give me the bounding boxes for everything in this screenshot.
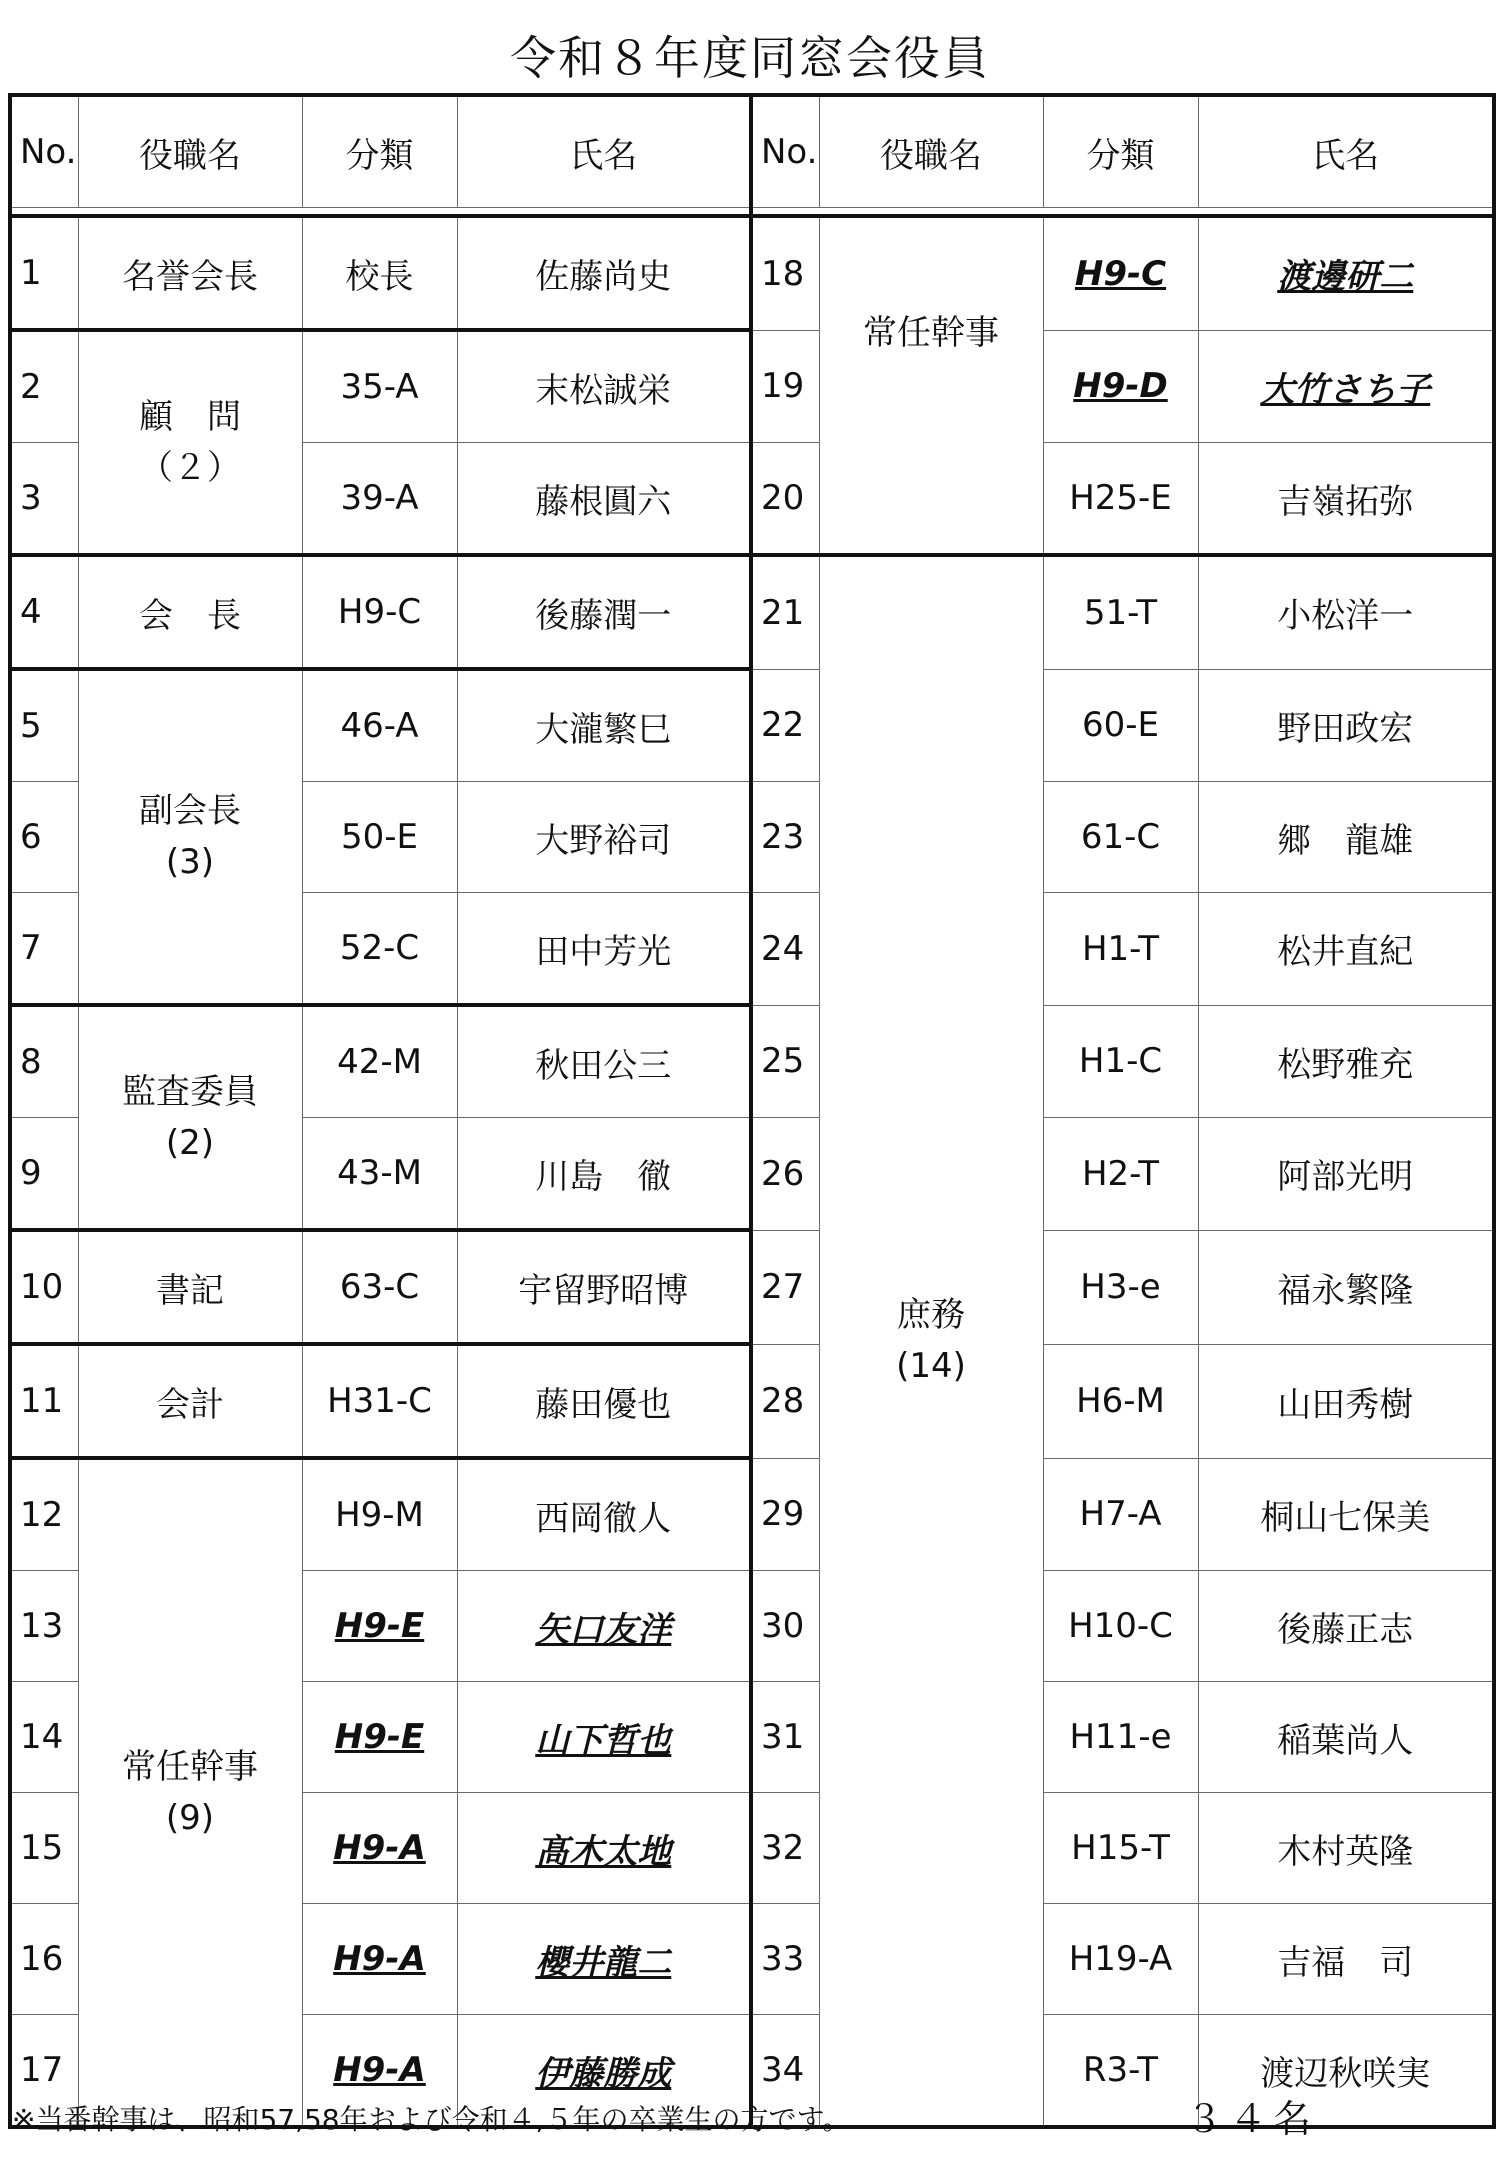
table-row [10, 1230, 1494, 1344]
row-no: 10 [10, 1230, 78, 1344]
name-cell: 渡辺秋咲実 [1198, 2015, 1494, 2128]
table-row [10, 1005, 1494, 1118]
row-no: 15 [10, 1793, 78, 1904]
name-cell: 小松洋一 [1198, 555, 1494, 669]
class-cell: H7-A [1043, 1458, 1198, 1571]
class-cell: H31-C [302, 1344, 457, 1458]
role-cell: 常任幹事 [819, 216, 1043, 555]
class-cell: H9-C [1043, 216, 1198, 330]
name-cell: 木村英隆 [1198, 1793, 1494, 1904]
row-no: 3 [10, 443, 78, 556]
row-no: 23 [751, 782, 819, 893]
header-class: 分類 [1043, 95, 1198, 208]
role-cell: 監査委員 (2) [78, 1005, 302, 1230]
header-class: 分類 [302, 95, 457, 208]
name-cell: 桐山七保美 [1198, 1458, 1494, 1571]
role-cell: 会計 [78, 1344, 302, 1458]
class-cell: H9-E [302, 1682, 457, 1793]
name-cell: 山田秀樹 [1198, 1344, 1494, 1458]
name-cell: 宇留野昭博 [457, 1230, 751, 1344]
class-cell: 42-M [302, 1005, 457, 1118]
class-cell: H1-T [1043, 893, 1198, 1006]
role-cell: 副会長 (3) [78, 669, 302, 1005]
row-no: 20 [751, 443, 819, 556]
name-cell: 松野雅充 [1198, 1005, 1494, 1118]
class-cell: H1-C [1043, 1005, 1198, 1118]
class-cell: 52-C [302, 893, 457, 1006]
class-cell: H9-A [302, 2015, 457, 2128]
name-cell: 稲葉尚人 [1198, 1682, 1494, 1793]
name-cell: 後藤潤一 [457, 555, 751, 669]
name-cell: 佐藤尚史 [457, 216, 751, 330]
name-cell: 藤根圓六 [457, 443, 751, 556]
row-no: 29 [751, 1458, 819, 1571]
header-role: 役職名 [78, 95, 302, 208]
class-cell: 35-A [302, 330, 457, 443]
name-cell: 吉福 司 [1198, 1904, 1494, 2015]
class-cell: H9-E [302, 1571, 457, 1682]
row-no: 18 [751, 216, 819, 330]
table-row [10, 1344, 1494, 1458]
row-no: 19 [751, 330, 819, 443]
name-cell: 髙木太地 [457, 1793, 751, 1904]
name-cell: 秋田公三 [457, 1005, 751, 1118]
role-cell: 常任幹事 (9) [78, 1458, 302, 2127]
name-cell: 大瀧繁巳 [457, 669, 751, 782]
name-cell: 吉嶺拓弥 [1198, 443, 1494, 556]
class-cell: 63-C [302, 1230, 457, 1344]
class-cell: H9-A [302, 1904, 457, 2015]
header-no: No. [10, 95, 78, 208]
name-cell: 松井直紀 [1198, 893, 1494, 1006]
name-cell: 川島 徹 [457, 1118, 751, 1231]
role-cell: 庶務 (14) [819, 555, 1043, 2127]
name-cell: 渡邊研二 [1198, 216, 1494, 330]
row-no: 13 [10, 1571, 78, 1682]
row-no: 12 [10, 1458, 78, 1571]
officer-table [8, 93, 1496, 2129]
class-cell: H9-D [1043, 330, 1198, 443]
row-no: 5 [10, 669, 78, 782]
row-no: 9 [10, 1118, 78, 1231]
row-no: 7 [10, 893, 78, 1006]
footnote: ※当番幹事は、昭和57,58年および令和４,５年の卒業生の方です。 [12, 2103, 851, 2136]
row-no: 17 [10, 2015, 78, 2128]
class-cell: H9-A [302, 1793, 457, 1904]
table-row [10, 216, 1494, 330]
row-no: 8 [10, 1005, 78, 1118]
row-no: 28 [751, 1344, 819, 1458]
class-cell: 43-M [302, 1118, 457, 1231]
row-no: 1 [10, 216, 78, 330]
row-no: 4 [10, 555, 78, 669]
header-name: 氏名 [1198, 95, 1494, 208]
class-cell: 39-A [302, 443, 457, 556]
total-count: ３４名 [1185, 2097, 1318, 2141]
class-cell: H2-T [1043, 1118, 1198, 1231]
name-cell: 矢口友洋 [457, 1571, 751, 1682]
page-title: 令和８年度同窓会役員 [510, 31, 990, 85]
row-no: 16 [10, 1904, 78, 2015]
role-cell: 書記 [78, 1230, 302, 1344]
row-no: 22 [751, 669, 819, 782]
name-cell: 福永繁隆 [1198, 1230, 1494, 1344]
class-cell: H15-T [1043, 1793, 1198, 1904]
row-no: 14 [10, 1682, 78, 1793]
row-no: 33 [751, 1904, 819, 2015]
class-cell: H9-M [302, 1458, 457, 1571]
name-cell: 阿部光明 [1198, 1118, 1494, 1231]
row-no: 31 [751, 1682, 819, 1793]
row-no: 11 [10, 1344, 78, 1458]
table-row [10, 669, 1494, 782]
name-cell: 大竹さち子 [1198, 330, 1494, 443]
table-row [10, 330, 1494, 443]
row-no: 32 [751, 1793, 819, 1904]
class-cell: H19-A [1043, 1904, 1198, 2015]
role-cell: 名誉会長 [78, 216, 302, 330]
header-name: 氏名 [457, 95, 751, 208]
class-cell: 校長 [302, 216, 457, 330]
class-cell: H9-C [302, 555, 457, 669]
class-cell: H6-M [1043, 1344, 1198, 1458]
name-cell: 伊藤勝成 [457, 2015, 751, 2128]
row-no: 24 [751, 893, 819, 1006]
role-cell: 顧 問 （２） [78, 330, 302, 555]
class-cell: H3-e [1043, 1230, 1198, 1344]
class-cell: H25-E [1043, 443, 1198, 556]
table-row [10, 555, 1494, 669]
row-no: 6 [10, 782, 78, 893]
row-no: 25 [751, 1005, 819, 1118]
name-cell: 郷 龍雄 [1198, 782, 1494, 893]
role-cell: 会 長 [78, 555, 302, 669]
name-cell: 野田政宏 [1198, 669, 1494, 782]
row-no: 34 [751, 2015, 819, 2128]
class-cell: 46-A [302, 669, 457, 782]
row-no: 26 [751, 1118, 819, 1231]
header-no: No. [751, 95, 819, 208]
name-cell: 田中芳光 [457, 893, 751, 1006]
class-cell: R3-T [1043, 2015, 1198, 2128]
name-cell: 後藤正志 [1198, 1571, 1494, 1682]
name-cell: 山下哲也 [457, 1682, 751, 1793]
class-cell: 60-E [1043, 669, 1198, 782]
name-cell: 櫻井龍二 [457, 1904, 751, 2015]
row-no: 27 [751, 1230, 819, 1344]
row-no: 2 [10, 330, 78, 443]
name-cell: 末松誠栄 [457, 330, 751, 443]
name-cell: 藤田優也 [457, 1344, 751, 1458]
row-no: 30 [751, 1571, 819, 1682]
name-cell: 大野裕司 [457, 782, 751, 893]
class-cell: H11-e [1043, 1682, 1198, 1793]
table-row [10, 1458, 1494, 1571]
row-no: 21 [751, 555, 819, 669]
class-cell: 50-E [302, 782, 457, 893]
class-cell: H10-C [1043, 1571, 1198, 1682]
name-cell: 西岡徹人 [457, 1458, 751, 1571]
header-row [10, 95, 1494, 208]
class-cell: 61-C [1043, 782, 1198, 893]
class-cell: 51-T [1043, 555, 1198, 669]
header-role: 役職名 [819, 95, 1043, 208]
